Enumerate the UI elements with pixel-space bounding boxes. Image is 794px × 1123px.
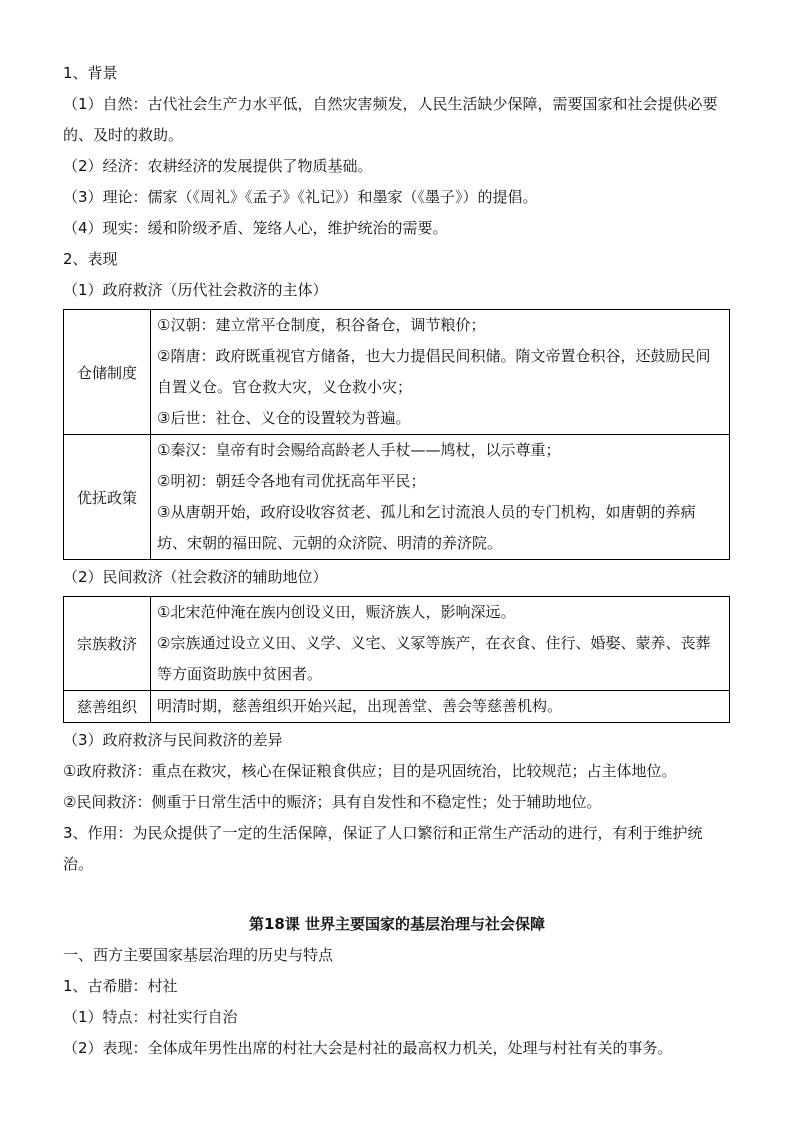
- row-content: [151, 597, 730, 691]
- row-content: [151, 310, 730, 435]
- difference-gov: ①政府救济：重点在救灾，核心在保证粮食供应；目的是巩固统治，比较规范；占主体地位。: [63, 762, 677, 780]
- difference-heading: （3）政府救济与民间救济的差异: [63, 731, 283, 749]
- background-reality: （4）现实：缓和阶级矛盾、笼络人心，维护统治的需要。: [63, 219, 448, 237]
- section-effect: 3、作用：为民众提供了一定的生活保障，保证了人口繁衍和正常生产活动的进行，有利于维护统治。: [63, 824, 703, 873]
- row-header: 仓储制度: [64, 310, 151, 435]
- document-page: [63, 58, 731, 1064]
- section-background-heading: 1、背景: [63, 64, 118, 82]
- part-heading: 一、西方主要国家基层治理的历史与特点: [63, 946, 334, 964]
- civil-relief-table: [63, 596, 730, 723]
- row-header: 慈善组织: [64, 691, 151, 723]
- row-header: 优抚政策: [64, 435, 151, 560]
- list-item: ②隋唐：政府既重视官方储备，也大力提倡民间积储。隋文帝置仓积谷，还鼓励民间自置义仓。官仓救大灾，义仓救小灾；: [157, 347, 711, 396]
- list-item: ②宗族通过设立义田、义学、义宅、义冢等族产，在衣食、住行、婚娶、蒙养、丧葬等方面资助族中贫困者。: [157, 634, 711, 683]
- list-item: ①北宋范仲淹在族内创设义田，赈济族人，影响深远。: [157, 603, 516, 621]
- table-row: [64, 597, 730, 691]
- greece-feature: （1）特点：村社实行自治: [63, 1008, 238, 1026]
- greece-heading: 1、古希腊：村社: [63, 977, 178, 995]
- gov-relief-table: [63, 309, 730, 560]
- lesson-title: 第18课 世界主要国家的基层治理与社会保障: [248, 915, 546, 933]
- list-item: ②明初：朝廷令各地有司优抚高年平民；: [157, 472, 426, 490]
- section-performance-heading: 2、表现: [63, 250, 118, 268]
- list-item: 明清时期，慈善组织开始兴起，出现善堂、善会等慈善机构。: [157, 697, 563, 715]
- row-content: [151, 691, 730, 723]
- civil-relief-heading: （2）民间救济（社会救济的辅助地位）: [63, 568, 328, 586]
- gov-relief-heading: （1）政府救济（历代社会救济的主体）: [63, 281, 328, 299]
- difference-civil: ②民间救济：侧重于日常生活中的赈济；具有自发性和不稳定性；处于辅助地位。: [63, 793, 602, 811]
- greece-performance: （2）表现：全体成年男性出席的村社大会是村社的最高权力机关，处理与村社有关的事务。: [63, 1039, 673, 1057]
- background-economy: （2）经济：农耕经济的发展提供了物质基础。: [63, 157, 373, 175]
- background-natural: （1）自然：古代社会生产力水平低，自然灾害频发，人民生活缺少保障，需要国家和社会提供必要的、及时的救助。: [63, 95, 718, 144]
- background-theory: （3）理论：儒家（《周礼》《孟子》《礼记》）和墨家（《墨子》）的提倡。: [63, 188, 538, 206]
- list-item: ①汉朝：建立常平仓制度，积谷备仓，调节粮价；: [157, 316, 486, 334]
- row-header: 宗族救济: [64, 597, 151, 691]
- list-item: ③后世：社仓、义仓的设置较为普遍。: [157, 409, 411, 427]
- table-row: [64, 691, 730, 723]
- list-item: ③从唐朝开始，政府设收容贫老、孤儿和乞讨流浪人员的专门机构，如唐朝的养病坊、宋朝的福田院、元朝的众济院、明清的养济院。: [157, 503, 696, 552]
- list-item: ①秦汉：皇帝有时会赐给高龄老人手杖——鸠杖，以示尊重；: [157, 441, 561, 459]
- table-row: [64, 310, 730, 435]
- table-row: [64, 435, 730, 560]
- row-content: [151, 435, 730, 560]
